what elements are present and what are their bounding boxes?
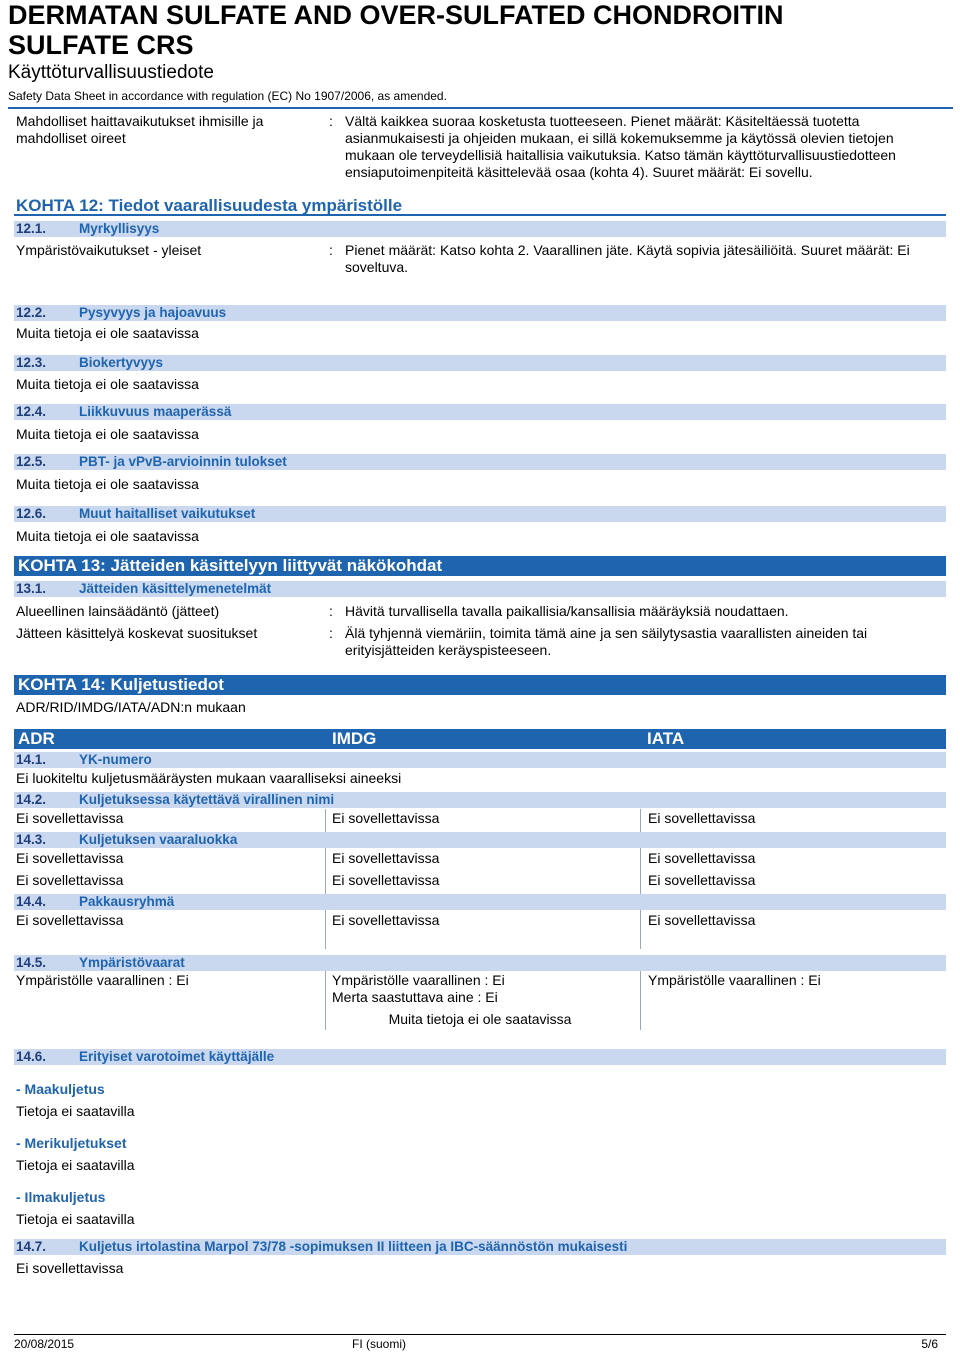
env-hazard-imdg: Ympäristölle vaarallinen : Ei (332, 972, 505, 988)
colon: : (329, 242, 333, 258)
env-effects-value: Pienet määrät: Katso kohta 2. Vaarallinen jäte. Käytä sopivia jätesäiliöitä. Suuret määrät: Ei soveltuva. (345, 242, 910, 275)
section-13-title: KOHTA 13: Jätteiden käsittelyyn liittyvät näkökohdat (14, 556, 946, 576)
waste-recommendations-value: Älä tyhjennä viemäriin, toimita tämä aine ja sen säilytysastia vaarallisten aineiden tai erityisjätteiden keräyspisteeseen. (345, 625, 868, 658)
sea-transport-heading: - Merikuljetukset (16, 1135, 127, 1151)
land-transport-heading: - Maakuljetus (16, 1081, 105, 1097)
row-health-effects (16, 113, 946, 185)
subsection-12-3 (14, 355, 946, 371)
subsection-number: 14.1. (16, 752, 47, 767)
air-transport-text: Tietoja ei saatavilla (16, 1211, 135, 1227)
page-footer (14, 1334, 946, 1351)
subsection-number: 12.4. (16, 404, 47, 419)
subsection-12-4-text: Muita tietoja ei ole saatavissa (16, 426, 199, 442)
document-type: Käyttöturvallisuustiedote (8, 62, 214, 83)
subsection-12-3-text: Muita tietoja ei ole saatavissa (16, 376, 199, 392)
subsection-12-6-text: Muita tietoja ei ole saatavissa (16, 528, 199, 544)
subsection-number: 12.3. (16, 355, 47, 370)
column-divider (325, 809, 326, 949)
colon: : (329, 603, 333, 619)
hazard-label-imdg: Ei sovellettavissa (332, 872, 440, 888)
colon: : (329, 113, 333, 129)
subsection-12-6 (14, 506, 946, 522)
shipping-name-imdg: Ei sovellettavissa (332, 810, 440, 826)
subsection-name: YK-numero (79, 752, 152, 767)
subsection-number: 14.3. (16, 832, 47, 847)
waste-recommendations-label: Jätteen käsittelyä koskevat suositukset (16, 625, 258, 641)
transport-columns-header (14, 729, 946, 749)
subsection-14-6 (14, 1049, 946, 1065)
subsection-12-5 (14, 454, 946, 470)
subsection-12-4 (14, 404, 946, 420)
sea-transport-text: Tietoja ei saatavilla (16, 1157, 135, 1173)
health-effects-value: Vältä kaikkea suoraa kosketusta tuotteeseen. Pienet määrät: Käsiteltäessä tuotetta asianmukaisesti ja ohjeiden mukaan, ei sillä kokemuksemme ja käytössä olevien tietojen mukaan ole terveydellisiä haitallisia vaikutuksia. Katso tämän käyttöturvallisuustiedotteen ensiaputoimenpiteitä käsittelevää osaa (kohta 4). Suuret määrät: Ei sovellu. (345, 113, 896, 180)
hazard-class-imdg: Ei sovellettavissa (332, 850, 440, 866)
regional-legislation-label: Alueellinen lainsäädäntö (jätteet) (16, 603, 220, 619)
transport-intro: ADR/RID/IMDG/IATA/ADN:n mukaan (16, 699, 246, 715)
section-14-title: KOHTA 14: Kuljetustiedot (14, 675, 946, 695)
bulk-transport-text: Ei sovellettavissa (16, 1260, 124, 1276)
footer-page-number: 5/6 (921, 1337, 938, 1351)
product-title-line2: SULFATE CRS (8, 30, 194, 60)
subsection-name: Myrkyllisyys (79, 221, 160, 236)
subsection-name: Ympäristövaarat (79, 955, 185, 970)
subsection-number: 14.2. (16, 792, 47, 807)
hazard-class-iata: Ei sovellettavissa (648, 850, 756, 866)
subsection-number: 14.7. (16, 1239, 47, 1254)
row-env-effects (16, 242, 946, 278)
packing-group-imdg: Ei sovellettavissa (332, 912, 440, 928)
product-title-line1: DERMATAN SULFATE AND OVER-SULFATED CHONDROITIN (8, 0, 784, 30)
subsection-number: 12.2. (16, 305, 47, 320)
footer-language: FI (suomi) (352, 1337, 406, 1351)
subsection-number: 13.1. (16, 581, 47, 596)
row-regional-legislation (16, 603, 946, 621)
subsection-name: Muut haitalliset vaikutukset (79, 506, 256, 521)
subsection-name: Kuljetus irtolastina Marpol 73/78 -sopimuksen II liitteen ja IBC-säännöstön mukaisesti (79, 1239, 628, 1254)
colon: : (329, 625, 333, 641)
env-hazard-adr: Ympäristölle vaarallinen : Ei (16, 972, 189, 988)
packing-group-adr: Ei sovellettavissa (16, 912, 124, 928)
subsection-name: Kuljetuksessa käytettävä virallinen nimi (79, 792, 335, 807)
subsection-12-5-text: Muita tietoja ei ole saatavissa (16, 476, 199, 492)
env-effects-label: Ympäristövaikutukset - yleiset (16, 242, 202, 258)
section-12-title: KOHTA 12: Tiedot vaarallisuudesta ympäristölle (14, 196, 946, 216)
packing-group-iata: Ei sovellettavissa (648, 912, 756, 928)
shipping-name-adr: Ei sovellettavissa (16, 810, 124, 826)
col-adr: ADR (18, 729, 55, 748)
subsection-name: Pakkausryhmä (79, 894, 175, 909)
marine-pollutant-imdg: Merta saastuttava aine : Ei (332, 989, 498, 1005)
subsection-number: 14.4. (16, 894, 47, 909)
air-transport-heading: - Ilmakuljetus (16, 1189, 106, 1205)
subsection-12-2-text: Muita tietoja ei ole saatavissa (16, 325, 199, 341)
subsection-13-1 (14, 581, 946, 597)
subsection-14-7 (14, 1239, 946, 1255)
subsection-number: 14.6. (16, 1049, 47, 1064)
subsection-number: 14.5. (16, 955, 47, 970)
env-hazard-note: Muita tietoja ei ole saatavissa (388, 1011, 572, 1027)
subsection-name: Biokertyvyys (79, 355, 164, 370)
hazard-label-iata: Ei sovellettavissa (648, 872, 756, 888)
subsection-14-1 (14, 752, 946, 768)
subsection-name: Liikkuvuus maaperässä (79, 404, 232, 419)
hazard-class-adr: Ei sovellettavissa (16, 850, 124, 866)
subsection-name: Erityiset varotoimet käyttäjälle (79, 1049, 275, 1064)
env-hazard-iata: Ympäristölle vaarallinen : Ei (648, 972, 821, 988)
subsection-14-4 (14, 894, 946, 910)
subsection-name: Kuljetuksen vaaraluokka (79, 832, 238, 847)
subsection-name: PBT- ja vPvB-arvioinnin tulokset (79, 454, 287, 469)
row-waste-recommendations (16, 625, 946, 661)
footer-date: 20/08/2015 (14, 1337, 75, 1351)
hazard-label-adr: Ei sovellettavissa (16, 872, 124, 888)
col-imdg: IMDG (332, 729, 377, 748)
shipping-name-iata: Ei sovellettavissa (648, 810, 756, 826)
subsection-12-2 (14, 305, 946, 321)
subsection-number: 12.6. (16, 506, 47, 521)
health-effects-label: Mahdolliset haittavaikutukset ihmisille ja mahdolliset oireet (16, 113, 264, 146)
un-number-text: Ei luokiteltu kuljetusmääräysten mukaan vaaralliseksi aineeksi (16, 770, 402, 786)
subsection-name: Jätteiden käsittelymenetelmät (79, 581, 272, 596)
land-transport-text: Tietoja ei saatavilla (16, 1103, 135, 1119)
regional-legislation-value: Hävitä turvallisella tavalla paikallisia/kansallisia määräyksiä noudattaen. (345, 603, 789, 619)
subsection-14-3 (14, 832, 946, 848)
column-divider (640, 809, 641, 949)
subsection-14-5 (14, 955, 946, 971)
subsection-name: Pysyvyys ja hajoavuus (79, 305, 227, 320)
document-header (8, 0, 953, 109)
subsection-14-2 (14, 792, 946, 808)
subsection-number: 12.1. (16, 221, 47, 236)
subsection-number: 12.5. (16, 454, 47, 469)
regulation-line: Safety Data Sheet in accordance with regulation (EC) No 1907/2006, as amended. (8, 88, 953, 109)
col-iata: IATA (647, 729, 685, 748)
subsection-12-1 (14, 221, 946, 237)
